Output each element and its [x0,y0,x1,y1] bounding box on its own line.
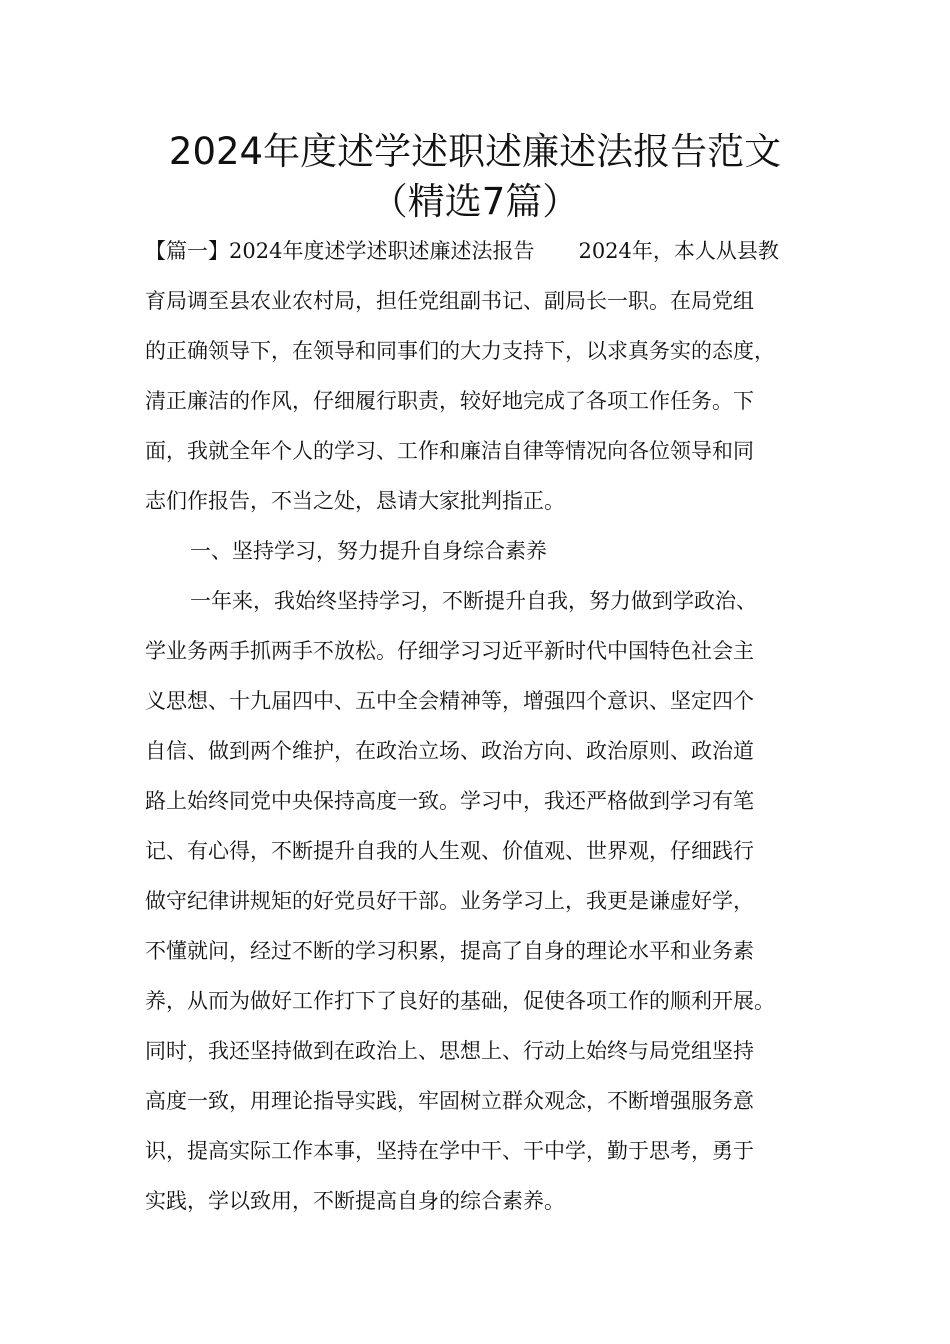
paragraph-line: 记、有心得，不断提升自我的人生观、价值观、世界观，仔细践行 [145,839,754,863]
paragraph-line: 志们作报告，不当之处，恳请大家批判指正。 [145,489,565,513]
paragraph-line: 的正确领导下，在领导和同事们的大力支持下，以求真务实的态度， [145,339,775,363]
paragraph-line [145,236,835,266]
document-title: 2024年度述学述职述廉述法报告范文 [168,130,782,173]
paragraph-line: 清正廉洁的作风，仔细履行职责，较好地完成了各项工作任务。下 [145,389,754,413]
paragraph-line: 同时，我还坚持做到在政治上、思想上、行动上始终与局党组坚持 [145,1039,754,1063]
paragraph-line: 养，从而为做好工作打下了良好的基础，促使各项工作的顺利开展。 [145,989,775,1013]
paragraph-line: 识，提高实际工作本事，坚持在学中干、干中学，勤于思考，勇于 [145,1139,754,1163]
paragraph-line: 不懂就问，经过不断的学习积累，提高了自身的理论水平和业务素 [145,939,754,963]
paragraph-text: 2024年，本人从县教 [578,239,779,263]
paragraph-line: 学业务两手抓两手不放松。仔细学习习近平新时代中国特色社会主 [145,639,754,663]
paragraph-line: 一年来，我始终坚持学习，不断提升自我，努力做到学政治、 [190,589,757,613]
section-heading: 一、坚持学习，努力提升自身综合素养 [190,539,547,563]
paragraph-line: 育局调至县农业农村局，担任党组副书记、副局长一职。在局党组 [145,289,754,313]
paragraph-line: 做守纪律讲规矩的好党员好干部。业务学习上，我更是谦虚好学， [145,889,754,913]
paragraph-line: 实践，学以致用，不断提高自身的综合素养。 [145,1189,565,1213]
section-heading-inline: 【篇一】2024年度述学述职述廉述法报告 [145,239,535,263]
paragraph-line: 义思想、十九届四中、五中全会精神等，增强四个意识、坚定四个 [145,689,754,713]
paragraph-line: 面，我就全年个人的学习、工作和廉洁自律等情况向各位领导和同 [145,439,754,463]
document-subtitle: （精选7篇） [370,180,580,223]
paragraph-line: 高度一致，用理论指导实践，牢固树立群众观念，不断增强服务意 [145,1089,754,1113]
paragraph-line: 路上始终同党中央保持高度一致。学习中，我还严格做到学习有笔 [145,789,754,813]
paragraph-line: 自信、做到两个维护，在政治立场、政治方向、政治原则、政治道 [145,739,754,763]
